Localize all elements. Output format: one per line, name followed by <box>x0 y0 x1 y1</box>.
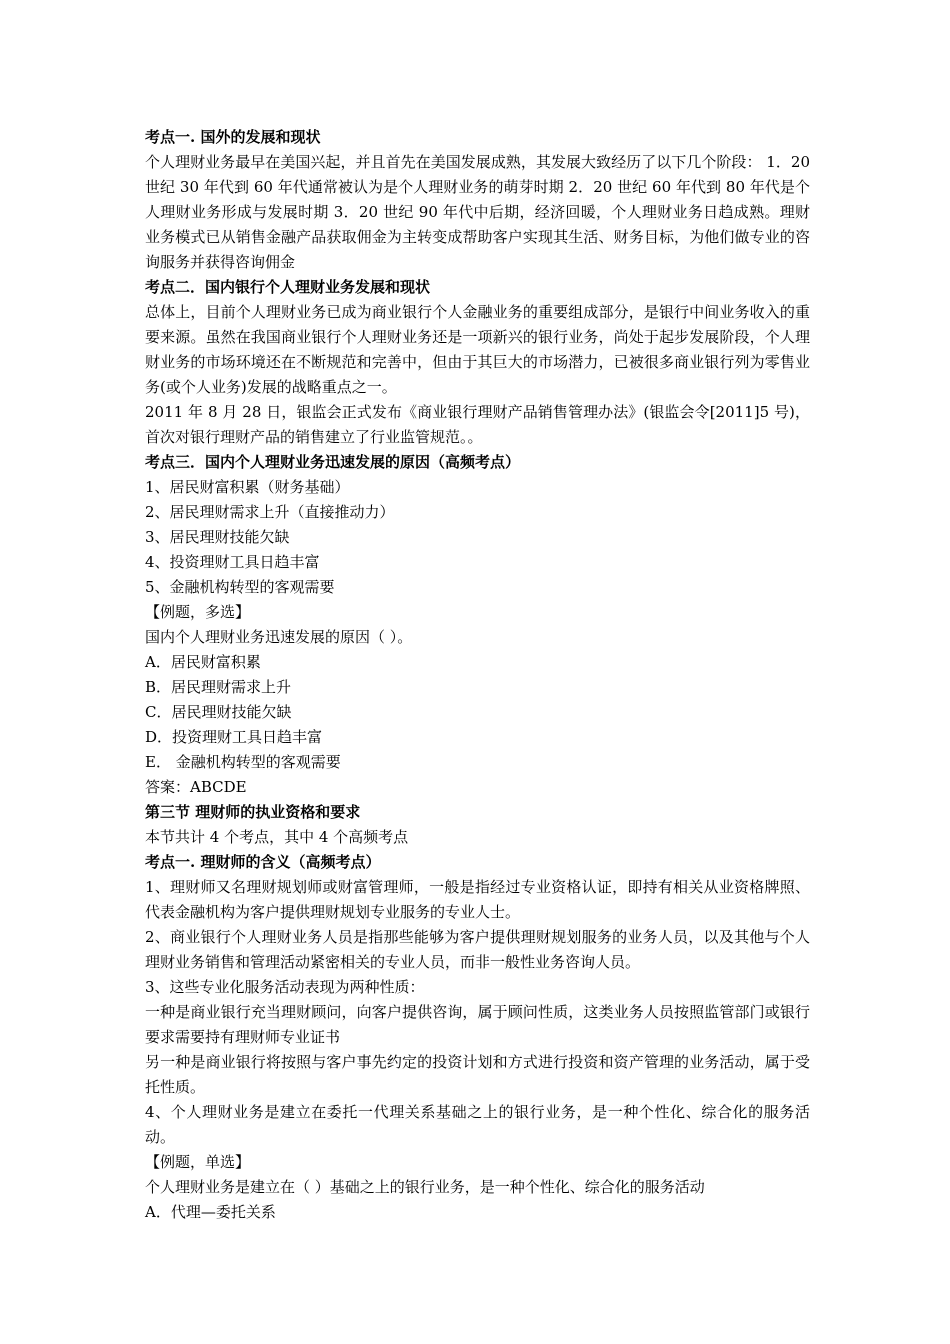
paragraph: 2、商业银行个人理财业务人员是指那些能够为客户提供理财规划服务的业务人员，以及其他与个人理财业务销售和管理活动紧密相关的专业人员，而非一般性业务咨询人员。 <box>145 928 810 971</box>
paragraph: 另一种是商业银行将按照与客户事先约定的投资计划和方式进行投资和资产管理的业务活动，属于受托性质。 <box>145 1053 810 1096</box>
paragraph: 3、这些专业化服务活动表现为两种性质： <box>145 978 425 996</box>
section-heading: 考点三．国内个人理财业务迅速发展的原因（高频考点） <box>145 453 521 471</box>
document-page <box>145 125 810 1225</box>
question-text: 个人理财业务是建立在（ ）基础之上的银行业务，是一种个性化、综合化的服务活动 <box>145 1178 705 1196</box>
paragraph: 4、个人理财业务是建立在委托一代理关系基础之上的银行业务，是一种个性化、综合化的服务活动。 <box>145 1103 810 1146</box>
example-label: 【例题，单选】 <box>145 1153 251 1171</box>
paragraph: 一种是商业银行充当理财顾问，向客户提供咨询，属于顾问性质，这类业务人员按照监管部门或银行要求需要持有理财师专业证书 <box>145 1003 810 1046</box>
paragraph: 2011 年 8 月 28 日，银监会正式发布《商业银行理财产品销售管理办法》(银监会令[2011]5 号)，首次对银行理财产品的销售建立了行业监管规范。。 <box>145 403 810 446</box>
answer-option: E． 金融机构转型的客观需要 <box>145 753 341 771</box>
paragraph: 本节共计 4 个考点，其中 4 个高频考点 <box>145 828 409 846</box>
list-item: 1、居民财富积累（财务基础） <box>145 478 350 496</box>
paragraph: 总体上，目前个人理财业务已成为商业银行个人金融业务的重要组成部分，是银行中间业务收入的重要来源。虽然在我国商业银行个人理财业务还是一项新兴的银行业务，尚处于起步发展阶段，个人理财业务的市场环境还在不断规范和完善中，但由于其巨大的市场潜力，已被很多商业银行列为零售业务(或个人业务)发展的战略重点之一。 <box>145 303 810 396</box>
question-text: 国内个人理财业务迅速发展的原因（ ）。 <box>145 628 413 646</box>
answer-option: B．居民理财需求上升 <box>145 678 292 696</box>
answer-option: C．居民理财技能欠缺 <box>145 703 292 721</box>
answer-option: D．投资理财工具日趋丰富 <box>145 728 323 746</box>
list-item: 5、金融机构转型的客观需要 <box>145 578 335 596</box>
section-heading: 第三节 理财师的执业资格和要求 <box>145 803 361 821</box>
list-item: 4、投资理财工具日趋丰富 <box>145 553 320 571</box>
section-heading: 考点一. 理财师的含义（高频考点） <box>145 853 381 871</box>
section-heading: 考点一. 国外的发展和现状 <box>145 128 321 146</box>
answer-option: A．居民财富积累 <box>145 653 261 671</box>
answer-option: A．代理—委托关系 <box>145 1203 276 1221</box>
answer-key: 答案：ABCDE <box>145 778 247 796</box>
paragraph: 1、理财师又名理财规划师或财富管理师，一般是指经过专业资格认证，即持有相关从业资格牌照、代表金融机构为客户提供理财规划专业服务的专业人士。 <box>145 878 810 921</box>
example-label: 【例题，多选】 <box>145 603 251 621</box>
list-item: 3、居民理财技能欠缺 <box>145 528 290 546</box>
list-item: 2、居民理财需求上升（直接推动力） <box>145 503 395 521</box>
section-heading: 考点二．国内银行个人理财业务发展和现状 <box>145 278 431 296</box>
paragraph: 个人理财业务最早在美国兴起，并且首先在美国发展成熟，其发展大致经历了以下几个阶段： 1．20 世纪 30 年代到 60 年代通常被认为是个人理财业务的萌芽时期 2．20 世纪 60 年代到 80 年代是个人理财业务形成与发展时期 3．20 世纪 90 年代中后期，经济回暖，个人理财业务日趋成熟。理财业务模式已从销售金融产品获取佣金为主转变成帮助客户实现其生活、财务目标，为他们做专业的咨询服务并获得咨询佣金 <box>145 153 810 271</box>
